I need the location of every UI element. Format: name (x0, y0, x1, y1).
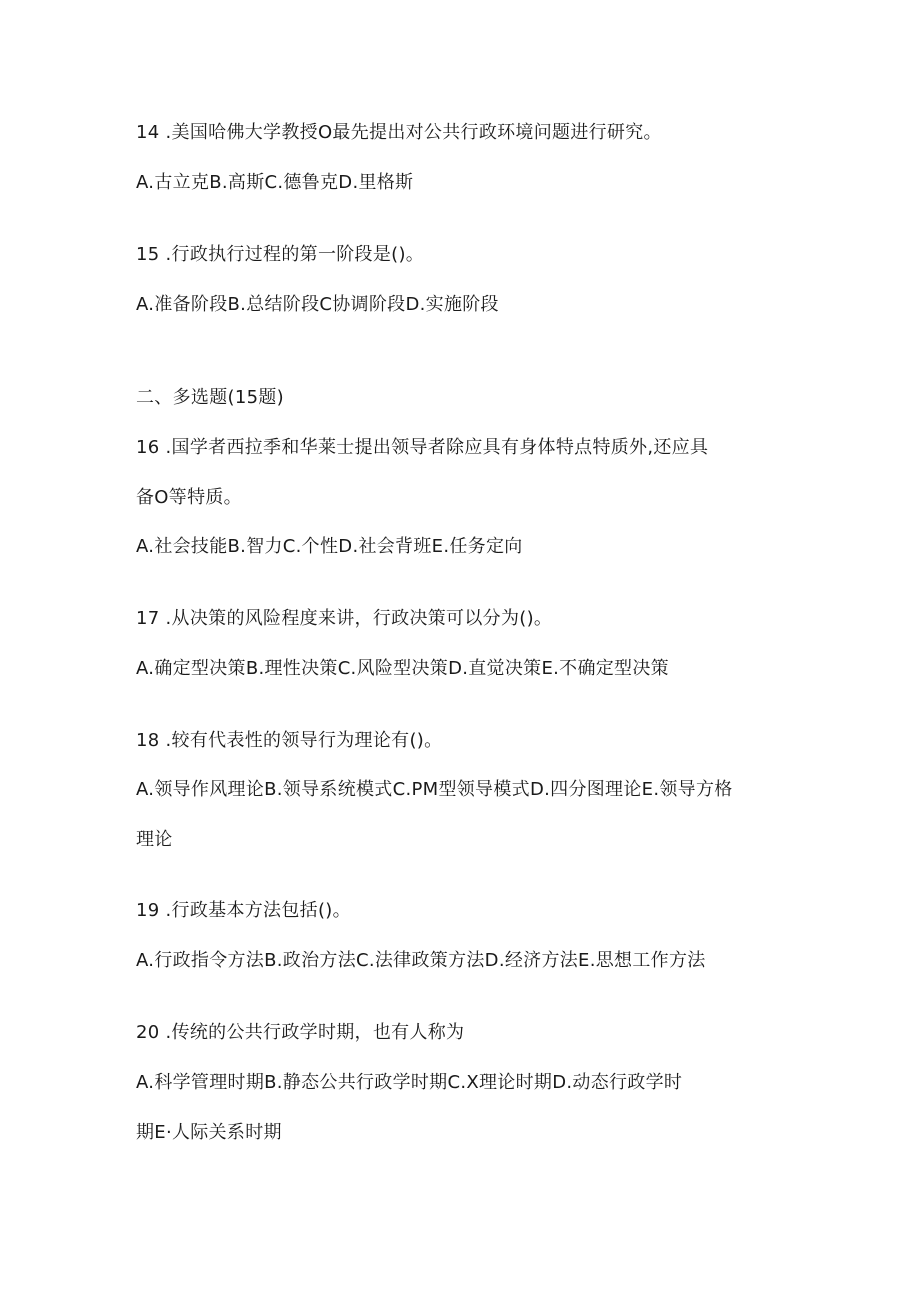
question-18-options-line2: 理论 (136, 829, 173, 850)
section-heading: 二、多选题(15题) (136, 387, 284, 408)
question-20-options-line2: 期E·人际关系时期 (136, 1122, 282, 1143)
question-17-stem: 17 .从决策的风险程度来讲，行政决策可以分为()。 (136, 608, 553, 629)
question-14-options: A.古立克B.高斯C.德鲁克D.里格斯 (136, 172, 414, 193)
question-19-stem: 19 .行政基本方法包括()。 (136, 900, 351, 921)
question-18-options-line1: A.领导作风理论B.领导系统模式C.PM型领导模式D.四分图理论E.领导方格 (136, 779, 733, 800)
question-19-options: A.行政指令方法B.政治方法C.法律政策方法D.经济方法E.思想工作方法 (136, 950, 706, 971)
question-15-options: A.准备阶段B.总结阶段C协调阶段D.实施阶段 (136, 294, 499, 315)
question-18-stem: 18 .较有代表性的领导行为理论有()。 (136, 730, 443, 751)
question-20-stem: 20 .传统的公共行政学时期，也有人称为 (136, 1022, 465, 1043)
question-14-stem: 14 .美国哈佛大学教授O最先提出对公共行政环境问题进行研究。 (136, 122, 662, 143)
question-16-stem-line1: 16 .国学者西拉季和华莱士提出领导者除应具有身体特点特质外,还应具 (136, 437, 709, 458)
question-17-options: A.确定型决策B.理性决策C.风险型决策D.直觉决策E.不确定型决策 (136, 658, 669, 679)
question-15-stem: 15 .行政执行过程的第一阶段是()。 (136, 244, 425, 265)
question-20-options-line1: A.科学管理时期B.静态公共行政学时期C.X理论时期D.动态行政学时 (136, 1072, 683, 1093)
question-16-options: A.社会技能B.智力C.个性D.社会背班E.任务定向 (136, 536, 523, 557)
question-16-stem-line2: 备O等特质。 (136, 487, 242, 508)
